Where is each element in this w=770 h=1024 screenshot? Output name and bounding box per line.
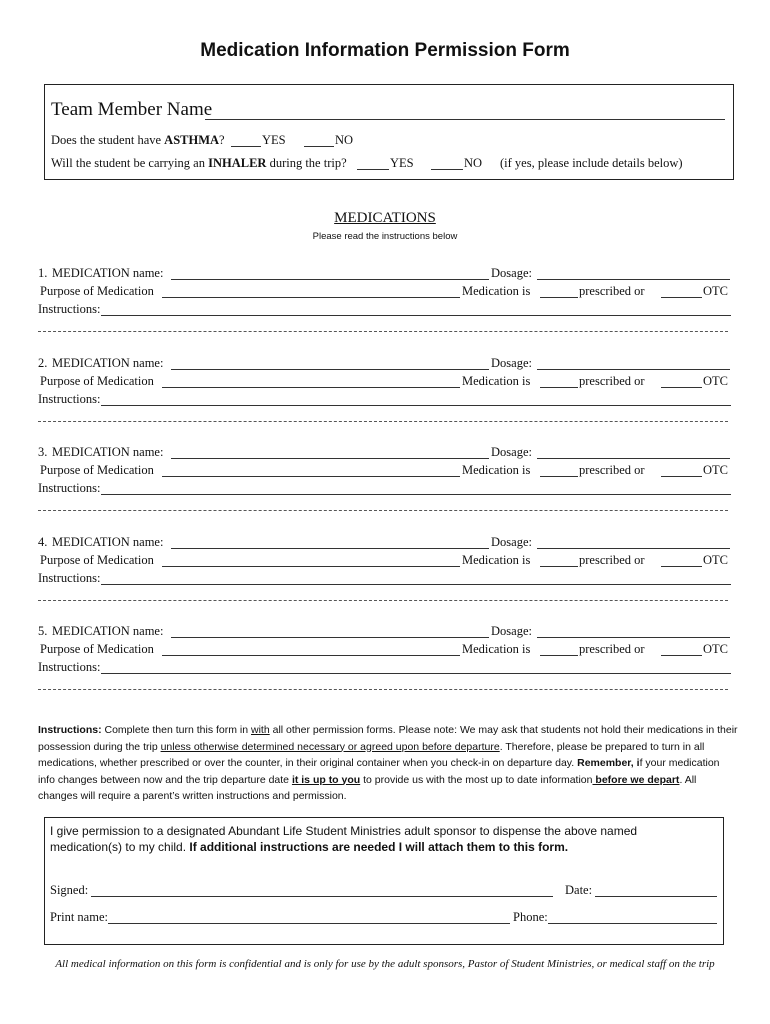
otc-blank[interactable] — [661, 566, 702, 567]
medication-name-field[interactable] — [171, 279, 489, 280]
team-member-name-field[interactable] — [205, 119, 725, 120]
medication-is-label: Medication is — [462, 642, 531, 656]
date-label: Date: — [565, 883, 593, 897]
asthma-yes-label: YES — [262, 133, 286, 147]
signature-field[interactable] — [91, 896, 553, 897]
purpose-field[interactable] — [162, 297, 460, 298]
phone-field[interactable] — [548, 923, 717, 924]
team-member-box — [44, 84, 734, 180]
prescribed-label: prescribed or — [579, 553, 645, 567]
medication-name-field[interactable] — [171, 369, 489, 370]
confidentiality-footer: All medical information on this form is confidential and is only for use by the adult sponsors, Pastor of Student Ministries, or medical staff on the trip — [55, 958, 715, 970]
otc-label: OTC — [703, 374, 728, 388]
permission-box — [44, 817, 724, 945]
dosage-label: Dosage: — [491, 266, 532, 280]
medication-is-label: Medication is — [462, 374, 531, 388]
instructions-field-line-2[interactable] — [38, 689, 728, 690]
inhaler-note: (if yes, please include details below) — [500, 156, 683, 170]
instructions-field[interactable] — [101, 584, 731, 585]
prescribed-label: prescribed or — [579, 642, 645, 656]
dosage-label: Dosage: — [491, 356, 532, 370]
medication-is-label: Medication is — [462, 553, 531, 567]
dosage-field[interactable] — [537, 548, 730, 549]
prescribed-blank[interactable] — [540, 476, 578, 477]
prescribed-blank[interactable] — [540, 655, 578, 656]
medication-number: 3. — [38, 445, 48, 459]
medication-name-label: MEDICATION name: — [52, 445, 164, 459]
medications-subheading: Please read the instructions below — [312, 231, 458, 242]
instructions-paragraph: Instructions: Complete then turn this form in with all other permission forms. Please note: We may ask that students not hold their medications in their possession during the trip unless otherwise determined necessary or agreed upon before departure. Therefore, please be prepared to turn in all medications, whether prescribed or over the counter, in their original container when you check-in on departure day. Remember, if your medication info changes between now and the trip departure date it is up to you to provide us with the most up to date information before we depart. All changes will require a parent’s written instructions and permission. — [38, 724, 738, 802]
purpose-label: Purpose of Medication — [40, 642, 154, 656]
prescribed-label: prescribed or — [579, 374, 645, 388]
otc-blank[interactable] — [661, 476, 702, 477]
instructions-field-line-2[interactable] — [38, 600, 728, 601]
asthma-yes-blank[interactable] — [231, 146, 261, 147]
instructions-field[interactable] — [101, 315, 731, 316]
medications-heading: MEDICATIONS — [334, 210, 436, 226]
inhaler-no-label: NO — [464, 156, 483, 170]
purpose-field[interactable] — [162, 387, 460, 388]
dosage-field[interactable] — [537, 637, 730, 638]
instructions-label: Instructions: — [38, 302, 101, 316]
dosage-label: Dosage: — [491, 624, 532, 638]
dosage-field[interactable] — [537, 369, 730, 370]
medication-number: 2. — [38, 356, 48, 370]
prescribed-label: prescribed or — [579, 463, 645, 477]
purpose-label: Purpose of Medication — [40, 463, 154, 477]
dosage-field[interactable] — [537, 458, 730, 459]
instructions-label: Instructions: — [38, 481, 101, 495]
prescribed-blank[interactable] — [540, 566, 578, 567]
otc-label: OTC — [703, 463, 728, 477]
instructions-field[interactable] — [101, 673, 731, 674]
medication-name-field[interactable] — [171, 548, 489, 549]
instructions-field[interactable] — [101, 405, 731, 406]
otc-label: OTC — [703, 642, 728, 656]
inhaler-yes-blank[interactable] — [357, 169, 389, 170]
medication-name-label: MEDICATION name: — [52, 266, 164, 280]
phone-label: Phone: — [513, 910, 548, 924]
otc-label: OTC — [703, 553, 728, 567]
purpose-field[interactable] — [162, 655, 460, 656]
dosage-label: Dosage: — [491, 535, 532, 549]
otc-blank[interactable] — [661, 387, 702, 388]
purpose-label: Purpose of Medication — [40, 284, 154, 298]
otc-blank[interactable] — [661, 655, 702, 656]
purpose-label: Purpose of Medication — [40, 553, 154, 567]
prescribed-blank[interactable] — [540, 387, 578, 388]
instructions-label: Instructions: — [38, 392, 101, 406]
otc-label: OTC — [703, 284, 728, 298]
print-name-label: Print name: — [50, 910, 108, 924]
inhaler-no-blank[interactable] — [431, 169, 463, 170]
dosage-field[interactable] — [537, 279, 730, 280]
prescribed-blank[interactable] — [540, 297, 578, 298]
instructions-field-line-2[interactable] — [38, 510, 728, 511]
asthma-no-label: NO — [335, 133, 354, 147]
medication-is-label: Medication is — [462, 463, 531, 477]
signed-label: Signed: — [50, 883, 89, 897]
instructions-field-line-2[interactable] — [38, 331, 728, 332]
permission-statement: I give permission to a designated Abundant Life Student Ministries adult sponsor to dispense the above named medication(s) to my child. If additional instructions are needed I will attach them to this form. — [50, 824, 638, 854]
dosage-label: Dosage: — [491, 445, 532, 459]
medication-name-label: MEDICATION name: — [52, 356, 164, 370]
inhaler-yes-label: YES — [390, 156, 414, 170]
purpose-label: Purpose of Medication — [40, 374, 154, 388]
team-member-label: Team Member Name — [51, 99, 213, 120]
asthma-question: Does the student have ASTHMA? — [51, 133, 225, 147]
prescribed-label: prescribed or — [579, 284, 645, 298]
medication-name-field[interactable] — [171, 637, 489, 638]
page-title: Medication Information Permission Form — [200, 40, 570, 61]
instructions-label: Instructions: — [38, 571, 101, 585]
medication-name-label: MEDICATION name: — [52, 535, 164, 549]
instructions-field[interactable] — [101, 494, 731, 495]
print-name-field[interactable] — [108, 923, 510, 924]
date-field[interactable] — [595, 896, 717, 897]
purpose-field[interactable] — [162, 476, 460, 477]
medication-name-label: MEDICATION name: — [52, 624, 164, 638]
medication-name-field[interactable] — [171, 458, 489, 459]
medication-number: 5. — [38, 624, 48, 638]
medication-is-label: Medication is — [462, 284, 531, 298]
inhaler-question: Will the student be carrying an INHALER during the trip? — [51, 156, 347, 170]
purpose-field[interactable] — [162, 566, 460, 567]
medication-number: 4. — [38, 535, 48, 549]
medication-number: 1. — [38, 266, 48, 280]
asthma-no-blank[interactable] — [304, 146, 334, 147]
instructions-field-line-2[interactable] — [38, 421, 728, 422]
otc-blank[interactable] — [661, 297, 702, 298]
instructions-label: Instructions: — [38, 660, 101, 674]
